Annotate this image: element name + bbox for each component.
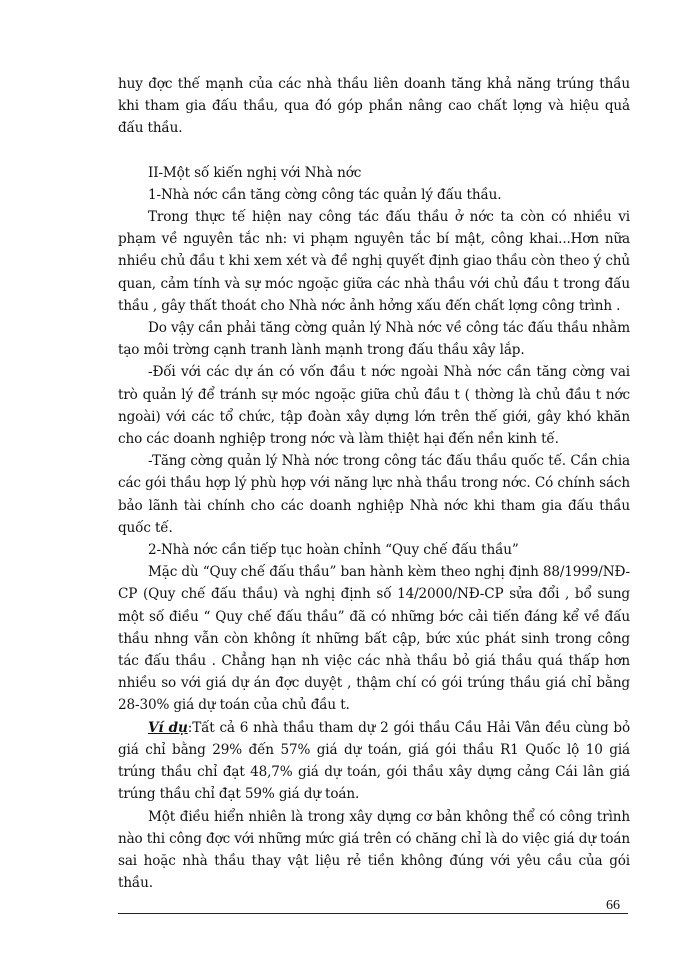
example-text: :Tất cả 6 nhà thầu tham dự 2 gói thầu Cầu Hải Vân đều cùng bỏ giá chỉ bằng 29% đến 57% giá dự toán, giá gói thầu R1 Quốc lộ 10 giá trúng thầu chỉ đạt 48,7% giá dự toán, gói thầu xây dựng cảng Cái lân giá trúng thầu chỉ đạt 59% giá dự toán. bbox=[118, 719, 630, 803]
paragraph-continuation: huy đợc thế mạnh của các nhà thầu liên doanh tăng khả năng trúng thầu khi tham gia đấu thầu, qua đó góp phần nâng cao chất lợng và hiệu quả đấu thầu. bbox=[118, 76, 630, 137]
page-number: 66 bbox=[606, 898, 620, 913]
paragraph-example bbox=[118, 717, 630, 806]
subsection-heading-1: 1-Nhà nớc cần tăng cờng công tác quản lý đấu thầu. bbox=[148, 186, 502, 203]
subsection-heading-2: 2-Nhà nớc cần tiếp tục hoàn chỉnh “Quy chế đấu thầu” bbox=[148, 542, 519, 559]
paragraph-foreign-capital: -Đối với các dự án có vốn đầu t nớc ngoài Nhà nớc cần tăng cờng vai trò quản lý để tránh sự móc ngoặc giữa chủ đầu t ( thờng là chủ đầu t nớc ngoài) với các tổ chức, tập đoàn xây dựng lớn trên thế giới, gây khó khăn cho các doanh nghiệp trong nớc và làm thiệt hại đến nền kinh tế. bbox=[118, 364, 630, 448]
paragraph-practice: Trong thực tế hiện nay công tác đấu thầu ở nớc ta còn có nhiều vi phạm về nguyên tắc nh: vi phạm nguyên tắc bí mật, công khai...Hơn nữa nhiều chủ đầu t khi xem xét và đề nghị quyết định giao thầu còn theo ý chủ quan, cảm tính và sự móc ngoặc giữa các nhà thầu với chủ đầu t trong đấu thầu , gây thất thoát cho Nhà nớc ảnh hởng xấu đến chất lợng công trình . bbox=[118, 209, 630, 314]
section-heading: II-Một số kiến nghị với Nhà nớc bbox=[148, 164, 362, 181]
paragraph-conclusion: Một điều hiển nhiên là trong xây dựng cơ bản không thể có công trình nào thi công đợc với những mức giá trên có chăng chỉ là do việc giá dự toán sai hoặc nhà thầu thay vật liệu rẻ tiền không đúng với yêu cầu của gói thầu. bbox=[118, 808, 630, 892]
example-label: Ví dụ bbox=[148, 719, 188, 736]
paragraph-need: Do vậy cần phải tăng cờng quản lý Nhà nớc về công tác đấu thầu nhằm tạo môi trờng cạnh tranh lành mạnh trong đấu thầu xây lắp. bbox=[118, 320, 630, 359]
body-text bbox=[118, 73, 630, 894]
paragraph-international: -Tăng cờng quản lý Nhà nớc trong công tác đấu thầu quốc tế. Cần chia các gói thầu hợp lý phù hợp với năng lực nhà thầu trong nớc. Có chính sách bảo lãnh tài chính cho các doanh nghiệp Nhà nớc khi tham gia đấu thầu quốc tế. bbox=[118, 453, 630, 536]
footer-rule bbox=[118, 913, 628, 914]
paragraph-regulation: Mặc dù “Quy chế đấu thầu” ban hành kèm theo nghị định 88/1999/NĐ-CP (Quy chế đấu thầu) và nghị định số 14/2000/NĐ-CP sửa đổi , bổ sung một số điều “ Quy chế đấu thầu” đã có những bớc cải tiến đáng kể về đấu thầu nhng vẫn còn không ít những bất cập, bức xúc phát sinh trong công tác đấu thầu . Chẳng hạn nh việc các nhà thầu bỏ giá thầu quá thấp hơn nhiều so với giá dự án đợc duyệt , thậm chí có gói trúng thầu giá chỉ bằng 28-30% giá dự toán của chủ đầu t. bbox=[118, 564, 630, 714]
